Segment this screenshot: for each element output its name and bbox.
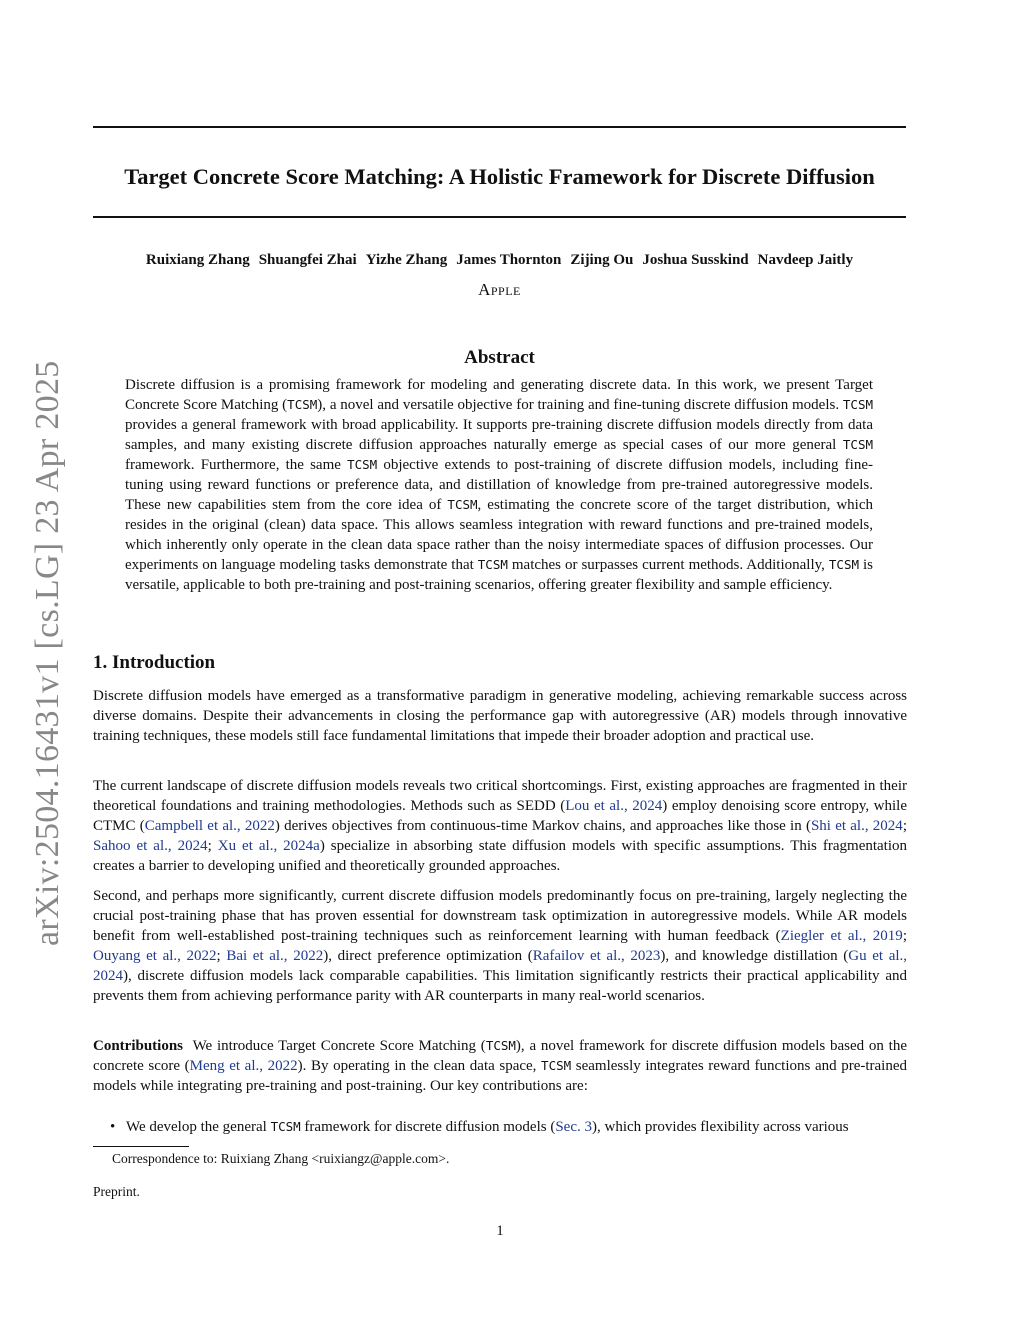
- method-name: TCSM: [485, 1038, 516, 1053]
- method-name: TCSM: [842, 437, 873, 452]
- author: Zijing Ou: [570, 252, 634, 268]
- method-name: TCSM: [270, 1119, 301, 1134]
- author-list: [93, 250, 906, 270]
- author: Navdeep Jaitly: [757, 252, 854, 268]
- title-rule-bottom: [93, 216, 906, 218]
- preprint-label: Preprint.: [93, 1184, 140, 1199]
- method-name: TCSM: [828, 557, 859, 572]
- citation-link[interactable]: Rafailov et al., 2023: [532, 948, 661, 964]
- footnote: Correspondence to: Ruixiang Zhang <ruixiangz@apple.com>.: [112, 1151, 450, 1166]
- abstract-heading: Abstract: [464, 347, 535, 368]
- citation-link[interactable]: Ouyang et al., 2022: [93, 948, 217, 964]
- footnote-rule: [93, 1146, 189, 1147]
- intro-paragraph: Discrete diffusion models have emerged as a transformative paradigm in generative modeling, achieving remarkable success across diverse domains. Despite their advancements in closing the performance gap with autoregressive (AR) models through innovative training techniques, these models still face fundamental limitations that impede their broader adoption and practical use.: [93, 688, 907, 744]
- author: Shuangfei Zhai: [258, 252, 357, 268]
- intro-paragraph: The current landscape of discrete diffusion models reveals two critical shortcomings. First, existing approaches are fragmented in their theoretical foundations and training methodologies. Methods such as SEDD (Lou et al., 2024) employ denoising score entropy, while CTMC (Campbell et al., 2022) derives objectives from continuous-time Markov chains, and approaches like those in (Shi et al., 2024; Sahoo et al., 2024; Xu et al., 2024a) specialize in absorbing state diffusion models with specific assumptions. This fragmentation creates a barrier to developing unified and theoretically grounded approaches.: [93, 778, 908, 874]
- abstract-body: Discrete diffusion is a promising framework for modeling and generating discrete data. In this work, we present Target Concrete Score Matching (TCSM), a novel and versatile objective for training and fine-tuning discrete diffusion models. TCSM provides a general framework with broad applicability. It supports pre-training discrete diffusion models directly from data samples, and many existing discrete diffusion approaches naturally emerge as special cases of our more general TCSM framework. Furthermore, the same TCSM objective extends to post-training of discrete diffusion models, including fine-tuning using reward functions or preference data, and distillation of knowledge from pre-trained autoregressive models. These new capabilities stem from the core idea of TCSM, estimating the concrete score of the target distribution, which resides in the original (clean) data space. This allows seamless integration with reward functions and pre-trained models, which inherently only operate in the clean data space rather than the noisy intermediate spaces of diffusion processes. Our experiments on language modeling tasks demonstrate that TCSM matches or surpasses current methods. Additionally, TCSM is versatile, applicable to both pre-training and post-training scenarios, offering greater flexibility and sample efficiency.: [125, 377, 874, 593]
- citation-link[interactable]: Xu et al., 2024a: [217, 838, 320, 854]
- method-name: TCSM: [541, 1058, 572, 1073]
- citation-link[interactable]: Lou et al., 2024: [565, 798, 663, 814]
- title-rule-top: [93, 126, 906, 128]
- method-name: TCSM: [287, 397, 318, 412]
- paper-title: Target Concrete Score Matching: A Holistic Framework for Discrete Diffusion: [124, 164, 875, 189]
- citation-link[interactable]: Shi et al., 2024: [810, 818, 903, 834]
- arxiv-identifier: arXiv:2504.16431v1 [cs.LG] 23 Apr 2025: [29, 360, 66, 946]
- intro-paragraph: Second, and perhaps more significantly, current discrete diffusion models predominantly focus on pre-training, largely neglecting the crucial post-training phase that has proven essential for downstream task optimization in autoregressive models. While AR models benefit from well-established post-training techniques such as reinforcement learning with human feedback (Ziegler et al., 2019; Ouyang et al., 2022; Bai et al., 2022), direct preference optimization (Rafailov et al., 2023), and knowledge distillation (Gu et al., 2024), discrete diffusion models lack comparable capabilities. This limitation significantly restricts their practical applicability and prevents them from achieving performance parity with AR counterparts in many real-world scenarios.: [93, 888, 908, 1004]
- contributions-paragraph: Contributions We introduce Target Concrete Score Matching (TCSM), a novel framework for discrete diffusion models based on the concrete score (Meng et al., 2022). By operating in the clean data space, TCSM seamlessly integrates reward functions and pre-trained models while integrating pre-training and post-training. Our key contributions are:: [93, 1038, 908, 1094]
- affiliation: Apple: [478, 280, 521, 299]
- method-name: TCSM: [347, 457, 378, 472]
- method-name: TCSM: [842, 397, 873, 412]
- author: Joshua Susskind: [642, 252, 749, 268]
- citation-link[interactable]: Bai et al., 2022: [226, 948, 324, 964]
- section-heading-introduction: 1. Introduction: [93, 652, 216, 673]
- author: Ruixiang Zhang: [145, 252, 250, 268]
- citation-link[interactable]: Ziegler et al., 2019: [780, 928, 903, 944]
- page-number: 1: [496, 1223, 504, 1239]
- author: James Thornton: [456, 252, 562, 268]
- citation-link[interactable]: Gu et al., 2024: [93, 948, 908, 984]
- citation-link[interactable]: Campbell et al., 2022: [144, 818, 275, 834]
- method-name: TCSM: [447, 497, 478, 512]
- contributions-label: Contributions: [93, 1038, 184, 1054]
- citation-link[interactable]: Meng et al., 2022: [189, 1058, 298, 1074]
- citation-link[interactable]: Sahoo et al., 2024: [93, 838, 208, 854]
- bullet-icon: •: [110, 1119, 116, 1135]
- author: Yizhe Zhang: [365, 252, 448, 268]
- method-name: TCSM: [477, 557, 508, 572]
- section-link[interactable]: Sec. 3: [555, 1119, 592, 1135]
